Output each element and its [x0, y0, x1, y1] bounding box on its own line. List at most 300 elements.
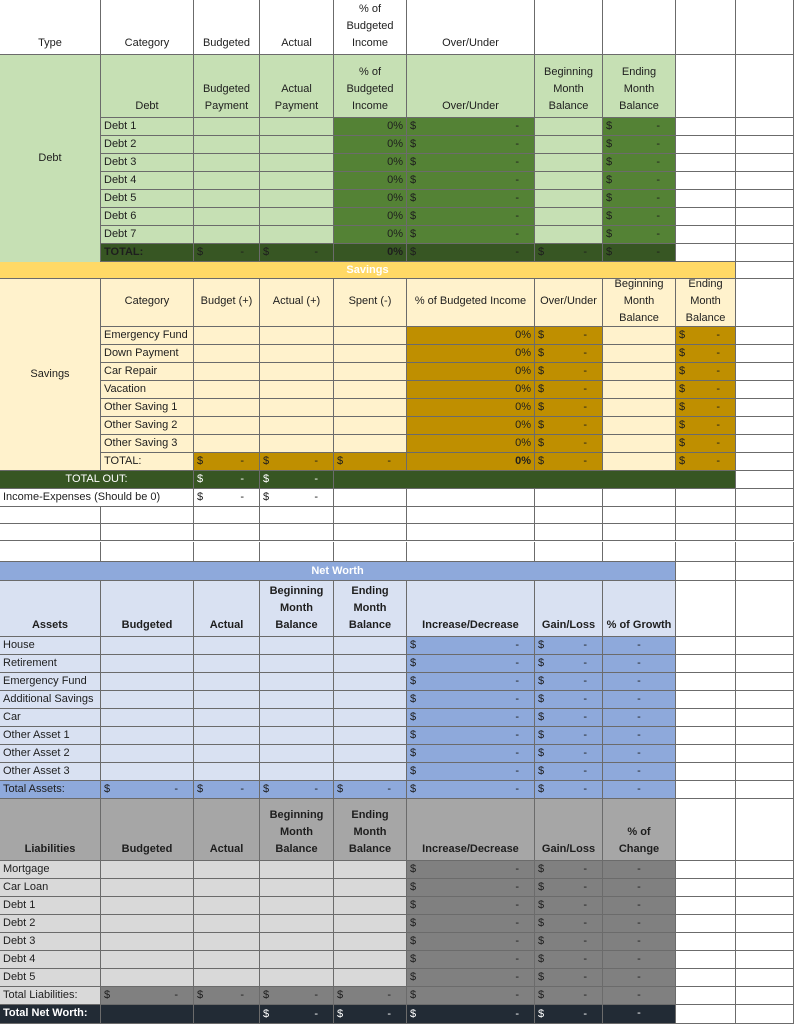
asset-row-label[interactable] [0, 709, 101, 727]
asset-gain-cell[interactable] [535, 709, 603, 727]
empty-cell[interactable] [676, 969, 736, 987]
debt-row-label[interactable] [101, 190, 194, 208]
total-assets-value[interactable] [101, 781, 194, 799]
empty-cell[interactable] [535, 172, 603, 190]
debt-over-under-cell[interactable] [407, 154, 535, 172]
asset-gain-cell[interactable] [535, 655, 603, 673]
empty-cell[interactable] [101, 507, 194, 524]
empty-cell[interactable] [736, 542, 794, 562]
header-assets-beginning[interactable] [260, 581, 334, 637]
empty-cell[interactable] [603, 435, 676, 453]
savings-total-pct[interactable] [407, 453, 535, 471]
empty-cell[interactable] [334, 673, 407, 691]
empty-cell[interactable] [407, 489, 535, 507]
empty-cell[interactable] [676, 0, 736, 55]
empty-cell[interactable] [603, 0, 676, 55]
empty-cell[interactable] [736, 745, 794, 763]
savings-pct-cell[interactable] [407, 345, 535, 363]
empty-cell[interactable] [736, 327, 794, 345]
empty-cell[interactable] [736, 190, 794, 208]
empty-cell[interactable] [535, 524, 603, 541]
empty-cell[interactable] [260, 507, 334, 524]
empty-cell[interactable] [334, 507, 407, 524]
debt-ending-cell[interactable] [603, 172, 676, 190]
savings-pct-cell[interactable] [407, 327, 535, 345]
asset-increase-cell[interactable] [407, 637, 535, 655]
empty-cell[interactable] [736, 363, 794, 381]
empty-cell[interactable] [535, 0, 603, 55]
empty-cell[interactable] [194, 879, 260, 897]
header-assets-actual[interactable] [194, 581, 260, 637]
total-out-actual[interactable] [260, 471, 334, 489]
income-expenses-budgeted[interactable] [194, 489, 260, 507]
liab-increase-cell[interactable] [407, 897, 535, 915]
debt-ending-cell[interactable] [603, 226, 676, 244]
empty-cell[interactable] [676, 524, 736, 541]
empty-cell[interactable] [736, 435, 794, 453]
liability-row-label[interactable] [0, 897, 101, 915]
empty-cell[interactable] [676, 799, 736, 861]
empty-cell[interactable] [736, 673, 794, 691]
empty-cell[interactable] [535, 226, 603, 244]
header-assets-increase[interactable] [407, 581, 535, 637]
liab-change-cell[interactable] [603, 897, 676, 915]
total-assets-growth[interactable] [603, 781, 676, 799]
empty-cell[interactable] [407, 507, 535, 524]
asset-growth-cell[interactable] [603, 637, 676, 655]
savings-total-budget[interactable] [194, 453, 260, 471]
total-liab-value[interactable] [334, 987, 407, 1005]
liab-change-cell[interactable] [603, 915, 676, 933]
empty-cell[interactable] [676, 507, 736, 524]
liab-change-cell[interactable] [603, 951, 676, 969]
savings-ending-cell[interactable] [676, 345, 736, 363]
empty-cell[interactable] [736, 637, 794, 655]
empty-cell[interactable] [260, 637, 334, 655]
empty-cell[interactable] [334, 745, 407, 763]
empty-cell[interactable] [194, 507, 260, 524]
savings-total-actual[interactable] [260, 453, 334, 471]
empty-cell[interactable] [260, 727, 334, 745]
savings-row-label[interactable] [101, 417, 194, 435]
empty-cell[interactable] [334, 471, 736, 489]
header-savings-category[interactable] [101, 279, 194, 327]
debt-over-under-cell[interactable] [407, 208, 535, 226]
liab-gain-cell[interactable] [535, 879, 603, 897]
savings-ending-cell[interactable] [676, 435, 736, 453]
header-savings-beginning[interactable] [603, 279, 676, 327]
empty-cell[interactable] [736, 709, 794, 727]
liability-row-label[interactable] [0, 861, 101, 879]
empty-cell[interactable] [736, 279, 794, 327]
empty-cell[interactable] [101, 542, 194, 562]
savings-ending-cell[interactable] [676, 381, 736, 399]
savings-ending-cell[interactable] [676, 417, 736, 435]
header-savings-pct[interactable] [407, 279, 535, 327]
savings-total-ending[interactable] [676, 453, 736, 471]
savings-over-under-cell[interactable] [535, 381, 603, 399]
empty-cell[interactable] [676, 244, 736, 262]
debt-pct-cell[interactable] [334, 226, 407, 244]
empty-cell[interactable] [736, 933, 794, 951]
empty-cell[interactable] [260, 655, 334, 673]
asset-increase-cell[interactable] [407, 745, 535, 763]
liab-increase-cell[interactable] [407, 969, 535, 987]
empty-cell[interactable] [334, 709, 407, 727]
savings-over-under-cell[interactable] [535, 327, 603, 345]
empty-cell[interactable] [736, 471, 794, 489]
liab-change-cell[interactable] [603, 861, 676, 879]
asset-growth-cell[interactable] [603, 709, 676, 727]
header-type[interactable] [0, 0, 101, 55]
empty-cell[interactable] [334, 915, 407, 933]
liability-row-label[interactable] [0, 969, 101, 987]
asset-gain-cell[interactable] [535, 637, 603, 655]
total-liab-value[interactable] [194, 987, 260, 1005]
asset-row-label[interactable] [0, 637, 101, 655]
empty-cell[interactable] [676, 226, 736, 244]
savings-row-label[interactable] [101, 399, 194, 417]
header-savings-spent[interactable] [334, 279, 407, 327]
liability-row-label[interactable] [0, 951, 101, 969]
empty-cell[interactable] [260, 897, 334, 915]
empty-cell[interactable] [676, 781, 736, 799]
debt-row-label[interactable] [101, 172, 194, 190]
empty-cell[interactable] [736, 399, 794, 417]
liability-row-label[interactable] [0, 915, 101, 933]
header-liab-ending[interactable] [334, 799, 407, 861]
empty-cell[interactable] [101, 637, 194, 655]
empty-cell[interactable] [260, 542, 334, 562]
empty-cell[interactable] [736, 0, 794, 55]
savings-pct-cell[interactable] [407, 381, 535, 399]
header-budgeted-payment[interactable] [194, 55, 260, 118]
empty-cell[interactable] [676, 562, 736, 581]
empty-cell[interactable] [194, 399, 260, 417]
empty-cell[interactable] [736, 381, 794, 399]
savings-row-label[interactable] [101, 363, 194, 381]
header-pct-income[interactable] [334, 0, 407, 55]
empty-cell[interactable] [260, 190, 334, 208]
total-assets-value[interactable] [194, 781, 260, 799]
debt-total-pct[interactable] [334, 244, 407, 262]
savings-total-over-under[interactable] [535, 453, 603, 471]
empty-cell[interactable] [101, 745, 194, 763]
debt-pct-cell[interactable] [334, 208, 407, 226]
empty-cell[interactable] [194, 915, 260, 933]
empty-cell[interactable] [194, 363, 260, 381]
empty-cell[interactable] [676, 542, 736, 562]
empty-cell[interactable] [260, 154, 334, 172]
empty-cell[interactable] [676, 745, 736, 763]
empty-cell[interactable] [676, 190, 736, 208]
liab-increase-cell[interactable] [407, 861, 535, 879]
header-over-under[interactable] [407, 0, 535, 55]
debt-total-actual[interactable] [260, 244, 334, 262]
empty-cell[interactable] [334, 542, 407, 562]
header-debt-pct[interactable] [334, 55, 407, 118]
empty-cell[interactable] [407, 542, 535, 562]
empty-cell[interactable] [101, 727, 194, 745]
asset-increase-cell[interactable] [407, 727, 535, 745]
header-actual[interactable] [260, 0, 334, 55]
debt-ending-cell[interactable] [603, 208, 676, 226]
total-out-budgeted[interactable] [194, 471, 260, 489]
empty-cell[interactable] [676, 673, 736, 691]
header-debt[interactable] [101, 55, 194, 118]
empty-cell[interactable] [334, 327, 407, 345]
empty-cell[interactable] [676, 933, 736, 951]
empty-cell[interactable] [194, 673, 260, 691]
empty-cell[interactable] [194, 208, 260, 226]
empty-cell[interactable] [334, 637, 407, 655]
empty-cell[interactable] [260, 524, 334, 541]
empty-cell[interactable] [736, 951, 794, 969]
asset-gain-cell[interactable] [535, 745, 603, 763]
total-out-label[interactable] [0, 471, 194, 489]
liab-gain-cell[interactable] [535, 933, 603, 951]
debt-over-under-cell[interactable] [407, 226, 535, 244]
header-assets-ending[interactable] [334, 581, 407, 637]
empty-cell[interactable] [334, 345, 407, 363]
total-liab-value[interactable] [407, 987, 535, 1005]
empty-cell[interactable] [334, 435, 407, 453]
debt-total-beginning[interactable] [535, 244, 603, 262]
liab-gain-cell[interactable] [535, 861, 603, 879]
liab-change-cell[interactable] [603, 933, 676, 951]
empty-cell[interactable] [334, 861, 407, 879]
empty-cell[interactable] [535, 154, 603, 172]
debt-type-label[interactable] [0, 55, 101, 263]
debt-ending-cell[interactable] [603, 118, 676, 136]
savings-row-label[interactable] [101, 345, 194, 363]
empty-cell[interactable] [101, 709, 194, 727]
empty-cell[interactable] [194, 637, 260, 655]
empty-cell[interactable] [101, 655, 194, 673]
total-networth-label[interactable] [0, 1005, 101, 1024]
liab-increase-cell[interactable] [407, 915, 535, 933]
empty-cell[interactable] [260, 399, 334, 417]
empty-cell[interactable] [194, 691, 260, 709]
debt-pct-cell[interactable] [334, 172, 407, 190]
empty-cell[interactable] [101, 879, 194, 897]
empty-cell[interactable] [260, 861, 334, 879]
empty-cell[interactable] [334, 381, 407, 399]
empty-cell[interactable] [101, 1005, 194, 1024]
header-savings-ending[interactable] [676, 279, 736, 327]
empty-cell[interactable] [194, 763, 260, 781]
asset-growth-cell[interactable] [603, 691, 676, 709]
empty-cell[interactable] [260, 969, 334, 987]
empty-cell[interactable] [736, 118, 794, 136]
empty-cell[interactable] [260, 417, 334, 435]
asset-increase-cell[interactable] [407, 673, 535, 691]
empty-cell[interactable] [260, 709, 334, 727]
asset-row-label[interactable] [0, 673, 101, 691]
liab-change-cell[interactable] [603, 879, 676, 897]
total-networth-value[interactable] [334, 1005, 407, 1024]
empty-cell[interactable] [736, 489, 794, 507]
liab-gain-cell[interactable] [535, 915, 603, 933]
empty-cell[interactable] [676, 727, 736, 745]
empty-cell[interactable] [0, 542, 101, 562]
liab-gain-cell[interactable] [535, 897, 603, 915]
debt-row-label[interactable] [101, 226, 194, 244]
empty-cell[interactable] [194, 951, 260, 969]
empty-cell[interactable] [535, 542, 603, 562]
empty-cell[interactable] [676, 55, 736, 118]
savings-total-label[interactable] [101, 453, 194, 471]
empty-cell[interactable] [603, 453, 676, 471]
empty-cell[interactable] [736, 55, 794, 118]
empty-cell[interactable] [260, 136, 334, 154]
liab-increase-cell[interactable] [407, 879, 535, 897]
empty-cell[interactable] [260, 879, 334, 897]
empty-cell[interactable] [736, 208, 794, 226]
asset-growth-cell[interactable] [603, 763, 676, 781]
empty-cell[interactable] [676, 489, 736, 507]
empty-cell[interactable] [676, 897, 736, 915]
header-assets-budgeted[interactable] [101, 581, 194, 637]
empty-cell[interactable] [676, 154, 736, 172]
empty-cell[interactable] [603, 507, 676, 524]
asset-increase-cell[interactable] [407, 691, 535, 709]
header-debt-over-under[interactable] [407, 55, 535, 118]
empty-cell[interactable] [194, 745, 260, 763]
empty-cell[interactable] [676, 172, 736, 190]
empty-cell[interactable] [194, 118, 260, 136]
empty-cell[interactable] [194, 381, 260, 399]
empty-cell[interactable] [736, 345, 794, 363]
empty-cell[interactable] [676, 118, 736, 136]
asset-row-label[interactable] [0, 691, 101, 709]
empty-cell[interactable] [194, 655, 260, 673]
asset-gain-cell[interactable] [535, 763, 603, 781]
empty-cell[interactable] [194, 345, 260, 363]
empty-cell[interactable] [0, 507, 101, 524]
empty-cell[interactable] [676, 915, 736, 933]
empty-cell[interactable] [676, 655, 736, 673]
empty-cell[interactable] [736, 861, 794, 879]
debt-ending-cell[interactable] [603, 136, 676, 154]
empty-cell[interactable] [101, 951, 194, 969]
empty-cell[interactable] [535, 489, 603, 507]
empty-cell[interactable] [334, 897, 407, 915]
empty-cell[interactable] [736, 879, 794, 897]
empty-cell[interactable] [194, 933, 260, 951]
empty-cell[interactable] [194, 417, 260, 435]
empty-cell[interactable] [194, 226, 260, 244]
liab-change-cell[interactable] [603, 969, 676, 987]
empty-cell[interactable] [407, 524, 535, 541]
savings-row-label[interactable] [101, 381, 194, 399]
empty-cell[interactable] [603, 489, 676, 507]
savings-type-label[interactable] [0, 279, 101, 471]
empty-cell[interactable] [736, 172, 794, 190]
empty-cell[interactable] [736, 969, 794, 987]
asset-gain-cell[interactable] [535, 691, 603, 709]
empty-cell[interactable] [676, 1005, 736, 1024]
empty-cell[interactable] [736, 763, 794, 781]
empty-cell[interactable] [194, 727, 260, 745]
liab-increase-cell[interactable] [407, 933, 535, 951]
empty-cell[interactable] [101, 524, 194, 541]
savings-over-under-cell[interactable] [535, 345, 603, 363]
total-liab-value[interactable] [101, 987, 194, 1005]
empty-cell[interactable] [736, 781, 794, 799]
debt-row-label[interactable] [101, 118, 194, 136]
empty-cell[interactable] [603, 524, 676, 541]
debt-over-under-cell[interactable] [407, 118, 535, 136]
asset-increase-cell[interactable] [407, 655, 535, 673]
empty-cell[interactable] [260, 933, 334, 951]
debt-pct-cell[interactable] [334, 118, 407, 136]
savings-row-label[interactable] [101, 435, 194, 453]
total-assets-value[interactable] [535, 781, 603, 799]
empty-cell[interactable] [260, 118, 334, 136]
empty-cell[interactable] [260, 327, 334, 345]
empty-cell[interactable] [101, 691, 194, 709]
empty-cell[interactable] [101, 915, 194, 933]
empty-cell[interactable] [101, 763, 194, 781]
empty-cell[interactable] [736, 154, 794, 172]
empty-cell[interactable] [101, 969, 194, 987]
debt-row-label[interactable] [101, 154, 194, 172]
empty-cell[interactable] [676, 709, 736, 727]
empty-cell[interactable] [676, 637, 736, 655]
empty-cell[interactable] [736, 655, 794, 673]
total-assets-value[interactable] [260, 781, 334, 799]
empty-cell[interactable] [736, 897, 794, 915]
asset-row-label[interactable] [0, 745, 101, 763]
asset-row-label[interactable] [0, 655, 101, 673]
savings-ending-cell[interactable] [676, 363, 736, 381]
debt-over-under-cell[interactable] [407, 172, 535, 190]
empty-cell[interactable] [194, 542, 260, 562]
total-networth-value[interactable] [407, 1005, 535, 1024]
header-liabilities[interactable] [0, 799, 101, 861]
liability-row-label[interactable] [0, 933, 101, 951]
empty-cell[interactable] [334, 879, 407, 897]
empty-cell[interactable] [676, 951, 736, 969]
empty-cell[interactable] [736, 1005, 794, 1024]
debt-over-under-cell[interactable] [407, 136, 535, 154]
empty-cell[interactable] [334, 524, 407, 541]
empty-cell[interactable] [736, 524, 794, 541]
empty-cell[interactable] [535, 507, 603, 524]
empty-cell[interactable] [334, 933, 407, 951]
income-expenses-label[interactable] [0, 489, 194, 507]
empty-cell[interactable] [260, 345, 334, 363]
savings-total-spent[interactable] [334, 453, 407, 471]
empty-cell[interactable] [676, 691, 736, 709]
header-category[interactable] [101, 0, 194, 55]
empty-cell[interactable] [603, 417, 676, 435]
empty-cell[interactable] [736, 691, 794, 709]
total-networth-change[interactable] [603, 1005, 676, 1024]
header-debt-ending[interactable] [603, 55, 676, 118]
empty-cell[interactable] [676, 879, 736, 897]
empty-cell[interactable] [260, 381, 334, 399]
empty-cell[interactable] [736, 226, 794, 244]
asset-increase-cell[interactable] [407, 763, 535, 781]
asset-growth-cell[interactable] [603, 727, 676, 745]
asset-row-label[interactable] [0, 763, 101, 781]
total-liab-value[interactable] [260, 987, 334, 1005]
savings-pct-cell[interactable] [407, 399, 535, 417]
empty-cell[interactable] [334, 417, 407, 435]
header-liab-budgeted[interactable] [101, 799, 194, 861]
